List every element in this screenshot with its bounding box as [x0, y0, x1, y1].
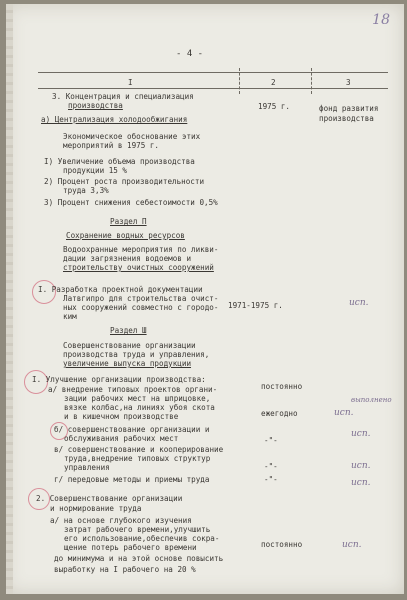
archive-page-number: 18	[372, 12, 390, 28]
item-e1-l4: щение потерь рабочего времени	[64, 543, 197, 552]
item-b1: б/ совершенствование организации и	[54, 425, 210, 434]
section-3-desc-2: производства труда и управления,	[63, 350, 210, 359]
item-a: а) Централизация холодообжигания	[41, 115, 188, 124]
item-e1-l5: до минимума и на этой основе повысить	[54, 554, 224, 563]
item-3-fund-2: производства	[319, 114, 374, 123]
item-e1-l6: выработку на I рабочего на 20 %	[54, 565, 196, 574]
document-page	[6, 4, 404, 594]
column-header-1: I	[128, 78, 133, 87]
page-number: - 4 -	[176, 49, 204, 59]
header-rule-bottom	[38, 88, 388, 89]
item-3-title-cont: производства	[68, 101, 123, 110]
item-3-year: 1975 г.	[258, 102, 291, 111]
point-1: I) Увеличение объема производства	[44, 157, 195, 166]
section-3-desc-3: увеличение выпуска продукции	[63, 359, 192, 368]
handwritten-note-2: исп.	[334, 408, 354, 418]
column-divider-1	[239, 68, 240, 94]
section-2-item-1-l2: Латвгипро для строительства очист-	[63, 294, 219, 303]
item-c1: в/ совершенствование и кооперирование	[54, 445, 224, 454]
item-a1-l4: и в кишечном производстве	[64, 412, 179, 421]
item-a1-status: постоянно	[261, 382, 303, 391]
item-3-title: 3. Концентрация и специализация	[52, 92, 194, 101]
econ-line-1: Экономическое обоснование этих	[63, 132, 201, 141]
section-2-title: Раздел П	[110, 217, 147, 226]
handwritten-note-1: исп.	[349, 298, 369, 308]
item-3-fund-1: фонд развития	[319, 104, 379, 113]
section-2-desc-1: Водоохранные мероприятия по ликви-	[63, 245, 219, 254]
section-3-title: Раздел Ш	[110, 326, 147, 335]
header-rule-top	[38, 72, 388, 73]
item-b1-status: ежегодно	[261, 409, 298, 418]
handwritten-note-4: исп.	[351, 429, 371, 439]
column-header-2: 2	[271, 78, 276, 87]
handwritten-note-5: исп.	[351, 461, 371, 471]
column-header-3: 3	[346, 78, 351, 87]
section-2-item-1-l4: ким	[63, 312, 77, 321]
section-2-subtitle: Сохранение водных ресурсов	[66, 231, 185, 240]
item-d1: г/ передовые методы и приемы труда	[54, 475, 210, 484]
econ-line-2: мероприятий в 1975 г.	[63, 141, 160, 150]
column-divider-2	[311, 68, 312, 94]
point-1-cont: продукции 15 %	[63, 166, 128, 175]
item-e1-l3: его использование,обеспечив сокра-	[64, 534, 220, 543]
item-c1-l2: труда,внедрение типовых структур	[64, 454, 211, 463]
section-3-heading-1: I. Улучшение организации производства:	[32, 375, 206, 384]
item-a1: а/ внедрение типовых проектов органи-	[48, 385, 218, 394]
section-2-desc-2: дации загрязнения водоемов и	[63, 254, 192, 263]
item-a1-l2: зации рабочих мест на шприцовке,	[64, 394, 211, 403]
section-2-period: 1971-1975 г.	[228, 301, 283, 310]
section-3-heading-2-cont: и нормирование труда	[50, 504, 142, 513]
section-2-desc-3: строительству очистных сооружений	[63, 263, 214, 272]
item-a1-l3: вязке колбас,на линиях убоя скота	[64, 403, 215, 412]
point-2-cont: труда 3,3%	[63, 186, 109, 195]
binding-edge	[6, 4, 13, 594]
section-2-item-1: I. Разработка проектной документации	[38, 285, 203, 294]
item-b1-status-ditto: -"-	[264, 436, 278, 445]
item-b1-l2: обслуживания рабочих мест	[64, 434, 179, 443]
item-c1-l3: управления	[64, 463, 110, 472]
point-3: 3) Процент снижения себестоимости 0,5%	[44, 198, 218, 207]
handwritten-note-6: исп.	[351, 478, 371, 488]
item-e1-status: постоянно	[261, 540, 303, 549]
handwritten-note-3: выполнено	[351, 396, 392, 404]
section-3-desc-1: Совершенствование организации	[63, 341, 196, 350]
point-2: 2) Процент роста производительности	[44, 177, 205, 186]
section-2-item-1-l3: ных сооружений совместно с городо-	[63, 303, 219, 312]
item-d1-status: -"-	[264, 475, 278, 484]
handwritten-note-7: исп.	[342, 540, 362, 550]
section-3-heading-2: 2. Совершенствование организации	[36, 494, 183, 503]
item-c1-status: -"-	[264, 462, 278, 471]
item-e1: а/ на основе глубокого изучения	[50, 516, 192, 525]
item-e1-l2: затрат рабочего времени,улучшить	[64, 525, 211, 534]
